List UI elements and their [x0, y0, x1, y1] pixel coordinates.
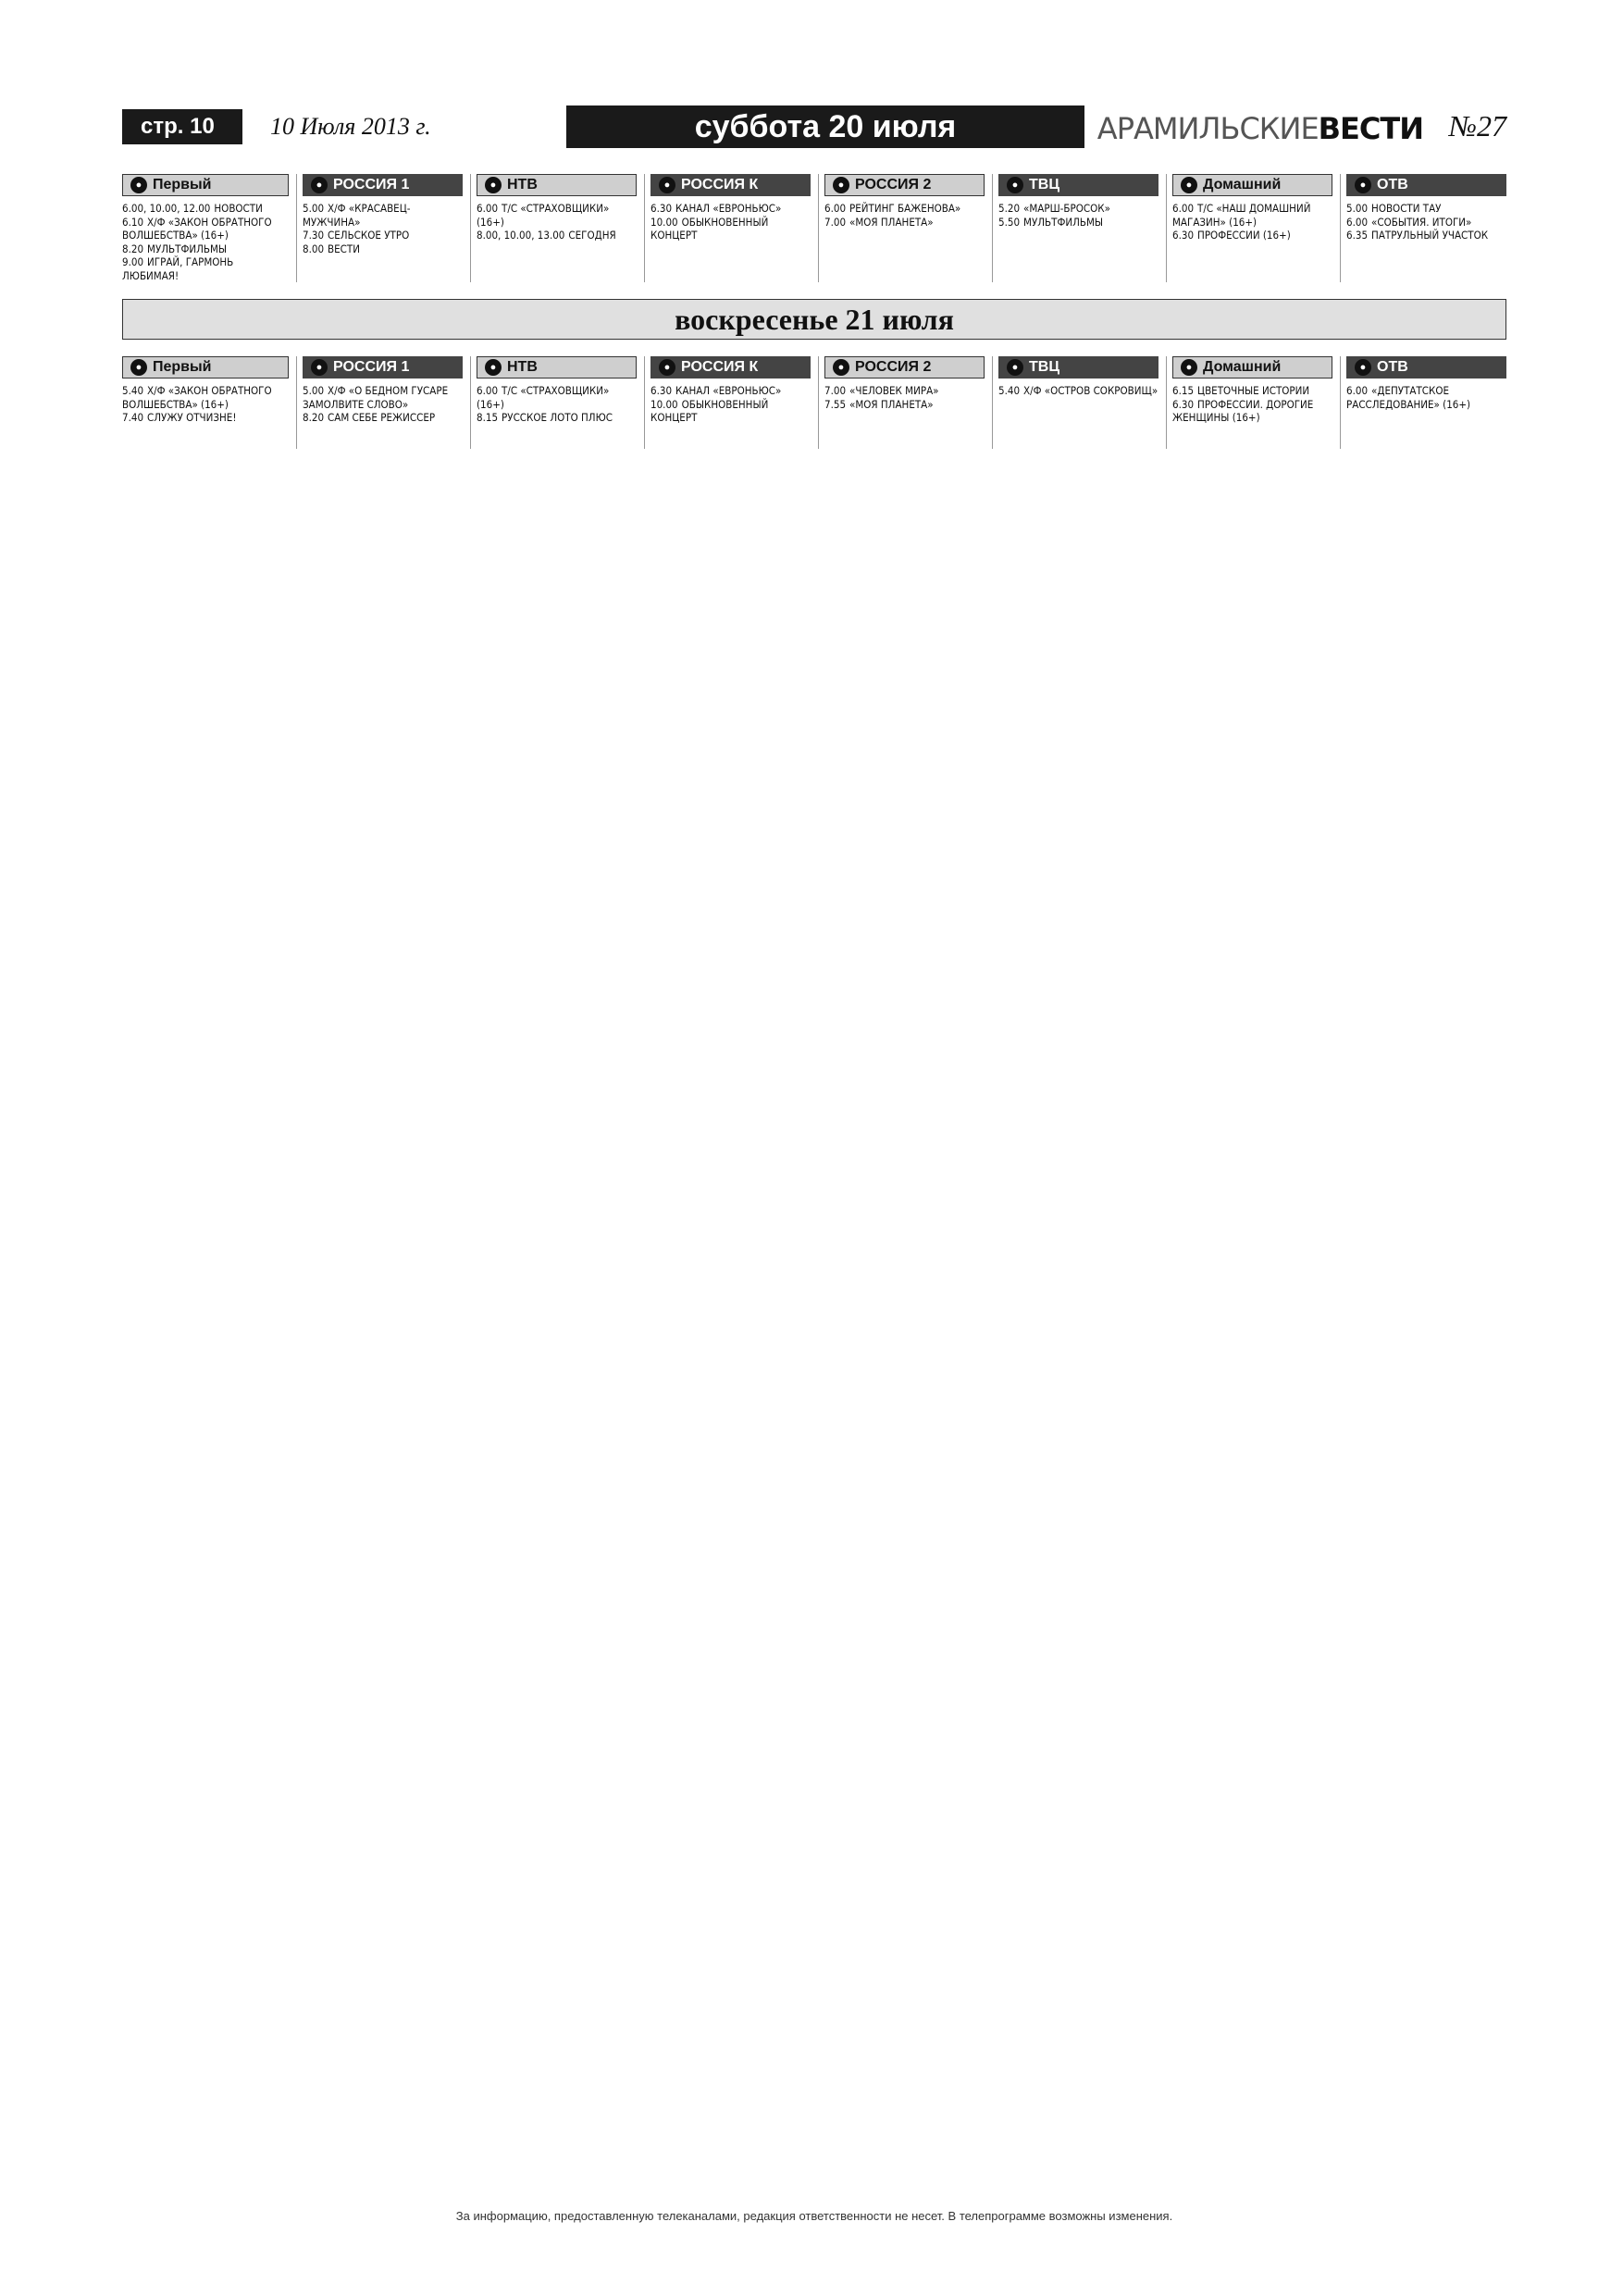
day-heading-saturday: суббота 20 июля	[566, 105, 1084, 148]
program-title: ПРОФЕССИИ (16+)	[1197, 229, 1291, 242]
channel-name: РОССИЯ 1	[333, 177, 410, 192]
program-title: ПРОФЕССИИ. ДОРОГИЕ ЖЕНЩИНЫ (16+)	[1172, 397, 1314, 424]
program-time: 6.00	[1346, 215, 1369, 229]
program-title: Х/Ф «О БЕДНОМ ГУСАРЕ ЗАМОЛВИТЕ СЛОВО»	[303, 384, 449, 411]
program-listing	[303, 384, 463, 411]
program-time: 6.00	[477, 384, 499, 397]
channel-logo-icon: ●	[130, 177, 147, 193]
program-time: 6.30	[1172, 397, 1195, 411]
channel-logo-icon: ●	[130, 359, 147, 376]
channel-header	[998, 174, 1158, 196]
program-listing	[998, 384, 1158, 398]
channel-logo-icon: ●	[311, 177, 328, 193]
channel-name: ТВЦ	[1029, 177, 1060, 192]
program-title: «МАРШ-БРОСОК»	[1023, 202, 1110, 215]
channel-name: ТВЦ	[1029, 359, 1060, 375]
channel-logo-icon: ●	[311, 359, 328, 376]
channel-name: РОССИЯ К	[681, 177, 759, 192]
program-title: «ЧЕЛОВЕК МИРА»	[849, 384, 939, 397]
program-listing	[303, 242, 463, 256]
program-listing	[1346, 384, 1506, 411]
channel-logo-icon: ●	[833, 177, 849, 193]
program-title: СЕГОДНЯ	[568, 229, 616, 242]
program-listing	[1172, 202, 1332, 229]
channel-logo-icon: ●	[485, 359, 502, 376]
channel-header	[303, 356, 463, 379]
program-title: Х/Ф «КРАСАВЕЦ-МУЖЧИНА»	[303, 202, 411, 229]
channel-name: РОССИЯ К	[681, 359, 759, 375]
channel-name: ОТВ	[1377, 177, 1408, 192]
program-title: СЕЛЬСКОЕ УТРО	[328, 229, 410, 242]
channel-header	[824, 356, 985, 379]
issue-date: 10 Июля 2013 г.	[270, 113, 431, 140]
program-listing	[824, 398, 985, 412]
disclaimer: За информацию, предоставленную телеканалами, редакция ответственности не несет. В телепрограмме возможны изменения.	[455, 2209, 1173, 2223]
program-time: 7.30	[303, 229, 325, 242]
program-listing	[477, 411, 637, 425]
program-listing	[824, 384, 985, 398]
program-time: 5.00	[303, 384, 325, 397]
program-listing	[303, 229, 463, 242]
channel-name: РОССИЯ 2	[855, 359, 932, 375]
program-title: ЦВЕТОЧНЫЕ ИСТОРИИ	[1197, 384, 1310, 397]
channel-column	[992, 174, 1158, 282]
channel-header	[998, 356, 1158, 379]
channel-name: Домашний	[1203, 359, 1282, 375]
channel-logo-icon: ●	[1355, 177, 1371, 193]
program-listing	[824, 202, 985, 216]
program-time: 6.00	[1172, 202, 1195, 215]
channel-header	[1172, 174, 1332, 196]
program-listing	[122, 255, 289, 282]
program-title: КАНАЛ «ЕВРОНЬЮС»	[675, 202, 782, 215]
program-listing	[1172, 384, 1332, 398]
channel-header	[303, 174, 463, 196]
saturday-schedule	[122, 174, 1506, 282]
program-listing	[650, 216, 811, 242]
program-title: КАНАЛ «ЕВРОНЬЮС»	[675, 384, 782, 397]
program-listing	[477, 229, 637, 242]
program-listing	[650, 202, 811, 216]
channel-column	[122, 174, 289, 282]
program-time: 8.15	[477, 411, 499, 424]
program-time: 8.20	[122, 242, 144, 255]
channel-column	[470, 356, 637, 449]
channel-logo-icon: ●	[833, 359, 849, 376]
channel-logo-icon: ●	[1181, 177, 1197, 193]
program-time: 8.20	[303, 411, 325, 424]
channel-name: Первый	[153, 359, 212, 375]
program-title: НОВОСТИ ТАУ	[1371, 202, 1442, 215]
program-title: «МОЯ ПЛАНЕТА»	[849, 397, 934, 411]
program-time: 6.30	[650, 384, 673, 397]
program-time: 7.00	[824, 215, 847, 229]
issue-number: №27	[1448, 109, 1506, 143]
program-listing	[477, 202, 637, 229]
program-time: 6.10	[122, 215, 144, 229]
channel-name: Первый	[153, 177, 212, 192]
channel-column	[1166, 174, 1332, 282]
channel-column	[1340, 356, 1506, 449]
program-title: Т/С «НАШ ДОМАШНИЙ МАГАЗИН» (16+)	[1172, 202, 1311, 229]
program-title: ИГРАЙ, ГАРМОНЬ ЛЮБИМАЯ!	[122, 255, 234, 282]
channel-column	[818, 356, 985, 449]
program-listing	[1172, 229, 1332, 242]
program-title: Т/С «СТРАХОВЩИКИ» (16+)	[477, 384, 610, 411]
channel-name: РОССИЯ 2	[855, 177, 932, 192]
program-listing	[650, 384, 811, 398]
program-time: 6.35	[1346, 229, 1369, 242]
newspaper-page	[122, 104, 1506, 2223]
program-listing	[998, 202, 1158, 216]
channel-column	[1340, 174, 1506, 282]
channel-grid	[122, 356, 1506, 449]
program-listing	[650, 398, 811, 425]
channel-header	[1172, 356, 1332, 379]
channel-name: ОТВ	[1377, 359, 1408, 375]
program-title: Х/Ф «ЗАКОН ОБРАТНОГО ВОЛШЕБСТВА» (16+)	[122, 384, 272, 411]
channel-logo-icon: ●	[1355, 359, 1371, 376]
program-time: 6.00, 10.00, 12.00	[122, 202, 211, 215]
channel-column	[296, 356, 463, 449]
program-time: 7.00	[824, 384, 847, 397]
program-listing	[477, 384, 637, 411]
program-time: 5.40	[998, 384, 1021, 397]
program-time: 6.00	[1346, 384, 1369, 397]
program-listing	[1346, 229, 1506, 242]
program-title: ОБЫКНОВЕННЫЙ КОНЦЕРТ	[650, 215, 769, 242]
newspaper-name: АРАМИЛЬСКИЕВЕСТИ	[1096, 111, 1423, 146]
program-title: ОБЫКНОВЕННЫЙ КОНЦЕРТ	[650, 397, 769, 424]
masthead	[122, 104, 1506, 150]
program-listing	[122, 384, 289, 411]
channel-header	[824, 174, 985, 196]
channel-logo-icon: ●	[1181, 359, 1197, 376]
channel-logo-icon: ●	[659, 177, 675, 193]
channel-header	[650, 356, 811, 379]
channel-column	[1166, 356, 1332, 449]
channel-header	[477, 174, 637, 196]
channel-grid	[122, 174, 1506, 282]
program-title: МУЛЬТФИЛЬМЫ	[147, 242, 228, 255]
channel-column	[992, 356, 1158, 449]
channel-name: Домашний	[1203, 177, 1282, 192]
channel-column	[644, 174, 811, 282]
channel-column	[470, 174, 637, 282]
program-title: «МОЯ ПЛАНЕТА»	[849, 215, 934, 229]
program-time: 6.15	[1172, 384, 1195, 397]
program-time: 6.30	[1172, 229, 1195, 242]
channel-column	[122, 356, 289, 449]
channel-name: РОССИЯ 1	[333, 359, 410, 375]
program-time: 7.40	[122, 411, 144, 424]
channel-header	[1346, 174, 1506, 196]
program-title: РЕЙТИНГ БАЖЕНОВА»	[849, 202, 961, 215]
channel-name: НТВ	[507, 359, 538, 375]
channel-name: НТВ	[507, 177, 538, 192]
program-listing	[1346, 202, 1506, 216]
page-number: стр. 10	[122, 109, 242, 144]
channel-header	[477, 356, 637, 379]
program-time: 7.55	[824, 397, 847, 411]
program-listing	[303, 202, 463, 229]
program-title: Т/С «СТРАХОВЩИКИ» (16+)	[477, 202, 610, 229]
program-listing	[122, 411, 289, 425]
program-title: МУЛЬТФИЛЬМЫ	[1023, 215, 1104, 229]
program-listing	[1172, 398, 1332, 425]
program-time: 5.40	[122, 384, 144, 397]
program-title: САМ СЕБЕ РЕЖИССЕР	[328, 411, 436, 424]
channel-header	[650, 174, 811, 196]
program-time: 6.30	[650, 202, 673, 215]
program-listing	[122, 202, 289, 216]
program-listing	[122, 242, 289, 256]
program-title: ВЕСТИ	[328, 242, 360, 255]
program-time: 6.00	[477, 202, 499, 215]
program-title: НОВОСТИ	[214, 202, 263, 215]
program-time: 9.00	[122, 255, 144, 268]
program-time: 5.20	[998, 202, 1021, 215]
program-time: 8.00	[303, 242, 325, 255]
program-listing	[824, 216, 985, 230]
sunday-schedule	[122, 356, 1506, 449]
channel-column	[644, 356, 811, 449]
channel-logo-icon: ●	[1007, 359, 1023, 376]
program-title: «ДЕПУТАТСКОЕ РАССЛЕДОВАНИЕ» (16+)	[1346, 384, 1471, 411]
program-time: 10.00	[650, 397, 678, 411]
channel-column	[818, 174, 985, 282]
channel-column	[296, 174, 463, 282]
program-time: 5.00	[303, 202, 325, 215]
program-time: 5.50	[998, 215, 1021, 229]
program-time: 5.00	[1346, 202, 1369, 215]
program-time: 10.00	[650, 215, 678, 229]
channel-logo-icon: ●	[485, 177, 502, 193]
channel-header	[122, 356, 289, 379]
program-title: ПАТРУЛЬНЫЙ УЧАСТОК	[1371, 229, 1489, 242]
program-listing	[1346, 216, 1506, 230]
program-title: РУССКОЕ ЛОТО ПЛЮС	[502, 411, 613, 424]
program-time: 8.00, 10.00, 13.00	[477, 229, 565, 242]
program-listing	[998, 216, 1158, 230]
program-title: СЛУЖУ ОТЧИЗНЕ!	[147, 411, 237, 424]
day-heading-sunday: воскресенье 21 июля	[122, 299, 1506, 340]
channel-header	[1346, 356, 1506, 379]
channel-logo-icon: ●	[659, 359, 675, 376]
program-time: 6.00	[824, 202, 847, 215]
program-listing	[303, 411, 463, 425]
channel-header	[122, 174, 289, 196]
program-title: «СОБЫТИЯ. ИТОГИ»	[1371, 215, 1472, 229]
channel-logo-icon: ●	[1007, 177, 1023, 193]
program-title: Х/Ф «ЗАКОН ОБРАТНОГО ВОЛШЕБСТВА» (16+)	[122, 215, 272, 242]
program-title: Х/Ф «ОСТРОВ СОКРОВИЩ»	[1023, 384, 1158, 397]
program-listing	[122, 216, 289, 242]
